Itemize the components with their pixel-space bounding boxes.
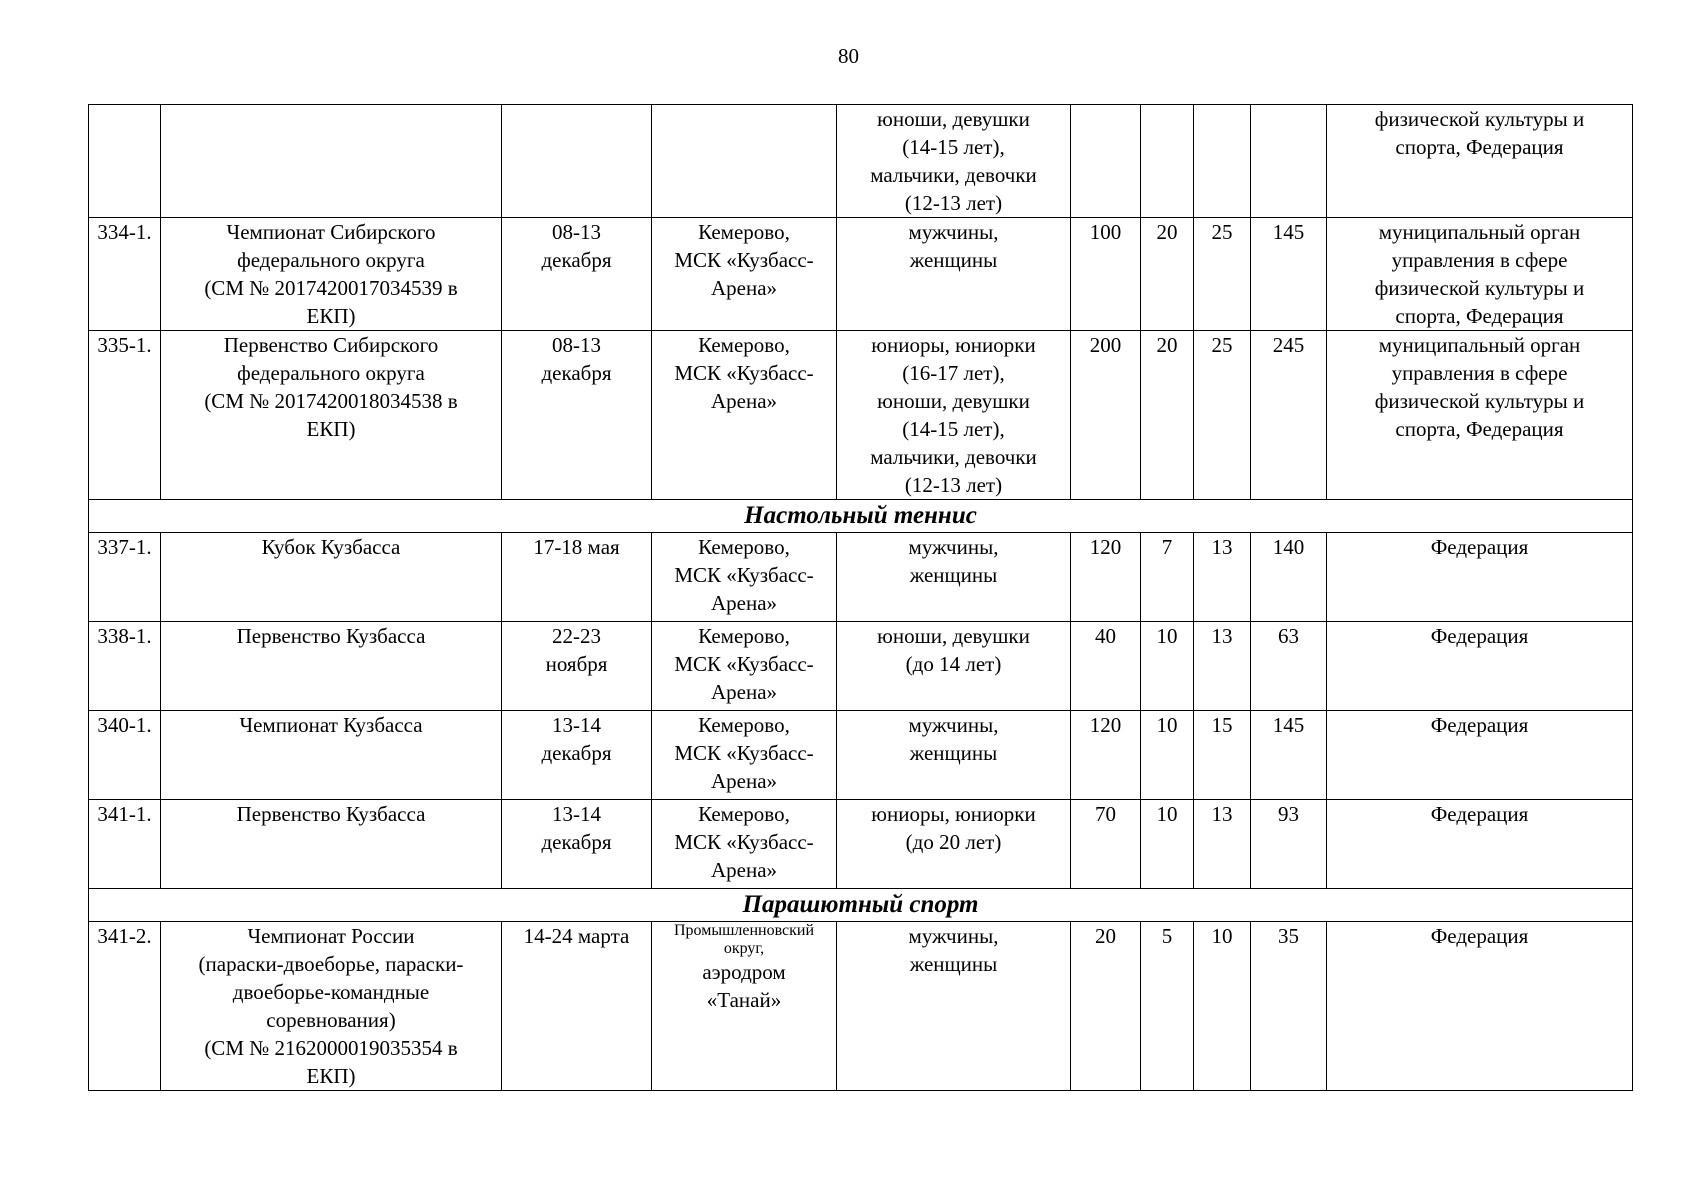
total-count: 140 [1251,533,1327,622]
judges-count: 25 [1194,218,1251,331]
athletes-count: 40 [1071,622,1141,711]
judges-count: 15 [1194,711,1251,800]
coaches-count: 10 [1141,800,1194,889]
event-organizer: муниципальный орган управления в сфере физической культуры и спорта, Федерация [1327,331,1633,500]
table-row [89,533,1633,622]
event-organizer: Федерация [1327,533,1633,622]
event-number: 341-2. [89,922,161,1091]
event-participants: юниоры, юниорки (до 20 лет) [837,800,1071,889]
event-organizer: физической культуры и спорта, Федерация [1327,105,1633,218]
event-number [89,105,161,218]
judges-count: 13 [1194,622,1251,711]
event-number: 338-1. [89,622,161,711]
page-number: 80 [838,44,859,68]
table-row [89,922,1633,1091]
judges-count: 10 [1194,922,1251,1091]
table-row [89,622,1633,711]
total-count: 63 [1251,622,1327,711]
event-place-venue: аэродром «Танай» [702,960,786,1012]
athletes-count: 20 [1071,922,1141,1091]
judges-count: 13 [1194,800,1251,889]
coaches-count: 20 [1141,218,1194,331]
events-table [88,104,1633,1091]
total-count: 145 [1251,711,1327,800]
event-dates: 13-14 декабря [502,800,652,889]
event-participants: мужчины, женщины [837,533,1071,622]
judges-count [1194,105,1251,218]
athletes-count: 100 [1071,218,1141,331]
event-dates: 08-13 декабря [502,331,652,500]
event-number: 341-1. [89,800,161,889]
event-place: Кемерово, МСК «Кузбасс- Арена» [652,800,837,889]
event-participants: юноши, девушки (14-15 лет), мальчики, девочки (12-13 лет) [837,105,1071,218]
event-number: 340-1. [89,711,161,800]
event-place [652,105,837,218]
event-name: Первенство Кузбасса [161,622,502,711]
event-organizer: Федерация [1327,800,1633,889]
athletes-count: 200 [1071,331,1141,500]
event-name: Первенство Сибирского федерального округа (СМ № 2017420018034538 в ЕКП) [161,331,502,500]
event-place [652,922,837,1091]
athletes-count: 120 [1071,533,1141,622]
event-dates [502,105,652,218]
event-participants: мужчины, женщины [837,711,1071,800]
event-place: Кемерово, МСК «Кузбасс- Арена» [652,711,837,800]
table-row [89,218,1633,331]
total-count: 93 [1251,800,1327,889]
judges-count: 25 [1194,331,1251,500]
event-dates: 17-18 мая [502,533,652,622]
event-place: Кемерово, МСК «Кузбасс- Арена» [652,218,837,331]
coaches-count: 20 [1141,331,1194,500]
event-participants: мужчины, женщины [837,218,1071,331]
event-name: Чемпионат России (параски-двоеборье, параски- двоеборье-командные соревнования) (СМ № 2162000019035354 в ЕКП) [161,922,502,1091]
event-participants: юниоры, юниорки (16-17 лет), юноши, девушки (14-15 лет), мальчики, девочки (12-13 лет) [837,331,1071,500]
total-count: 145 [1251,218,1327,331]
table-row [89,331,1633,500]
event-place: Кемерово, МСК «Кузбасс- Арена» [652,622,837,711]
event-name: Первенство Кузбасса [161,800,502,889]
event-number: 337-1. [89,533,161,622]
event-participants: мужчины, женщины [837,922,1071,1091]
event-place: Кемерово, МСК «Кузбасс- Арена» [652,533,837,622]
event-organizer: Федерация [1327,922,1633,1091]
table-row [89,800,1633,889]
event-number: 334-1. [89,218,161,331]
coaches-count: 10 [1141,622,1194,711]
event-name [161,105,502,218]
event-place-district: Промышленновский округ, [673,922,815,957]
event-name: Чемпионат Кузбасса [161,711,502,800]
coaches-count: 10 [1141,711,1194,800]
event-number: 335-1. [89,331,161,500]
section-title: Настольный теннис [89,500,1633,533]
table-row [89,105,1633,218]
table-row [89,711,1633,800]
event-organizer: Федерация [1327,622,1633,711]
event-place: Кемерово, МСК «Кузбасс- Арена» [652,331,837,500]
event-dates: 14-24 марта [502,922,652,1091]
section-title: Парашютный спорт [89,889,1633,922]
coaches-count [1141,105,1194,218]
event-organizer: Федерация [1327,711,1633,800]
event-name: Чемпионат Сибирского федерального округа (СМ № 2017420017034539 в ЕКП) [161,218,502,331]
athletes-count: 120 [1071,711,1141,800]
event-dates: 08-13 декабря [502,218,652,331]
athletes-count: 70 [1071,800,1141,889]
event-dates: 22-23 ноября [502,622,652,711]
event-dates: 13-14 декабря [502,711,652,800]
event-organizer: муниципальный орган управления в сфере физической культуры и спорта, Федерация [1327,218,1633,331]
total-count [1251,105,1327,218]
coaches-count: 5 [1141,922,1194,1091]
event-name: Кубок Кузбасса [161,533,502,622]
total-count: 35 [1251,922,1327,1091]
total-count: 245 [1251,331,1327,500]
section-header-row [89,500,1633,533]
event-participants: юноши, девушки (до 14 лет) [837,622,1071,711]
judges-count: 13 [1194,533,1251,622]
athletes-count [1071,105,1141,218]
section-header-row [89,889,1633,922]
coaches-count: 7 [1141,533,1194,622]
